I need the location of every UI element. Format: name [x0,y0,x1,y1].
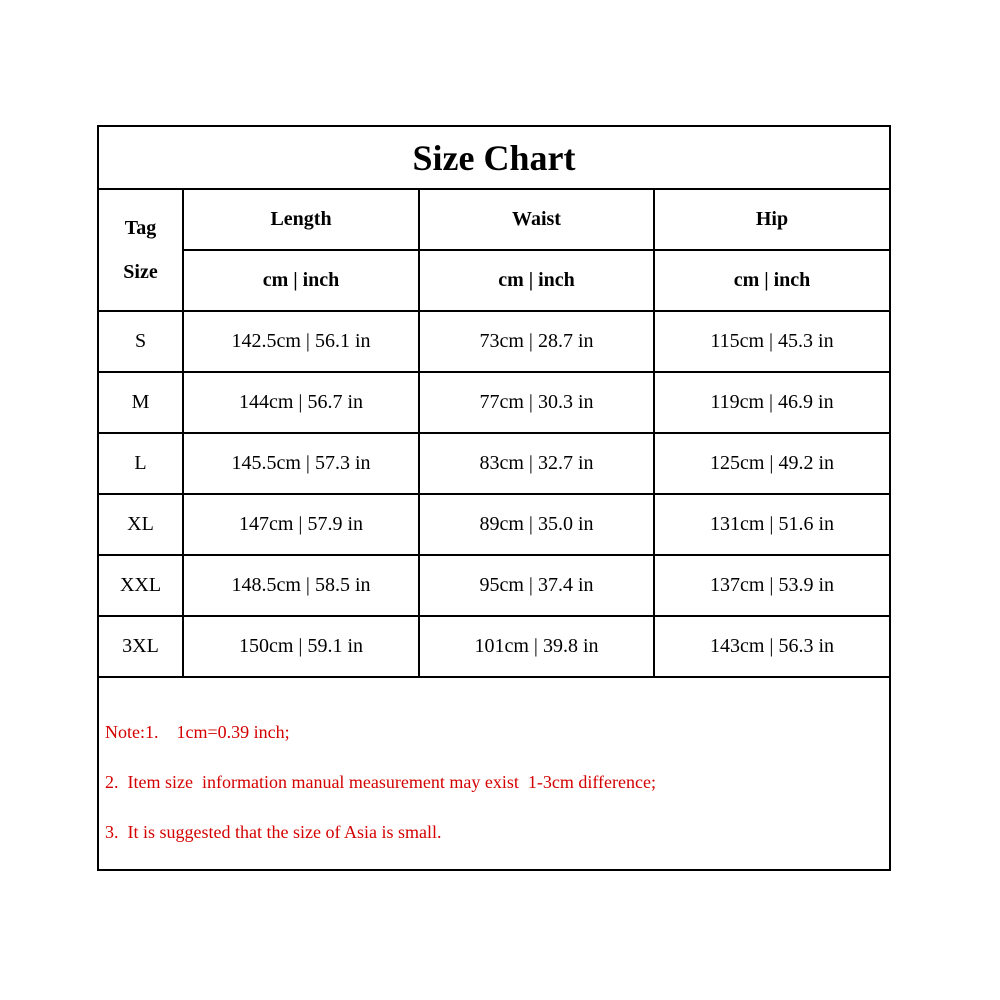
size-chart [97,125,891,871]
note-3: 3. It is suggested that the size of Asia is small. [105,822,442,842]
size-cell: M [99,372,183,433]
waist-units: cm | inch [419,250,654,311]
size-cell: XXL [99,555,183,616]
length-cell: 145.5cm | 57.3 in [183,433,419,494]
tag-label: Tag [124,217,157,239]
hip-cell: 119cm | 46.9 in [654,372,889,433]
table-row [99,433,889,494]
length-header: Length [183,190,419,250]
table-row [99,372,889,433]
hip-cell: 143cm | 56.3 in [654,616,889,677]
size-table [99,190,889,678]
length-cell: 144cm | 56.7 in [183,372,419,433]
waist-cell: 101cm | 39.8 in [419,616,654,677]
waist-cell: 89cm | 35.0 in [419,494,654,555]
table-row [99,494,889,555]
header-row [99,190,889,250]
length-units: cm | inch [183,250,419,311]
units-row [99,250,889,311]
length-cell: 147cm | 57.9 in [183,494,419,555]
table-row [99,616,889,677]
hip-cell: 125cm | 49.2 in [654,433,889,494]
length-cell: 142.5cm | 56.1 in [183,311,419,372]
size-label: Size [123,261,158,283]
waist-cell: 95cm | 37.4 in [419,555,654,616]
table-row [99,555,889,616]
table-row [99,311,889,372]
chart-title: Size Chart [99,127,889,190]
size-cell: XL [99,494,183,555]
waist-header: Waist [419,190,654,250]
size-cell: L [99,433,183,494]
size-cell: 3XL [99,616,183,677]
note-2: 2. Item size information manual measurement may exist 1-3cm difference; [105,772,656,792]
note-1: Note:1. 1cm=0.39 inch; [105,722,290,742]
hip-cell: 137cm | 53.9 in [654,555,889,616]
waist-cell: 83cm | 32.7 in [419,433,654,494]
length-cell: 148.5cm | 58.5 in [183,555,419,616]
length-cell: 150cm | 59.1 in [183,616,419,677]
waist-cell: 73cm | 28.7 in [419,311,654,372]
hip-cell: 131cm | 51.6 in [654,494,889,555]
tag-size-header [99,190,183,311]
hip-cell: 115cm | 45.3 in [654,311,889,372]
hip-units: cm | inch [654,250,889,311]
waist-cell: 77cm | 30.3 in [419,372,654,433]
size-cell: S [99,311,183,372]
hip-header: Hip [654,190,889,250]
